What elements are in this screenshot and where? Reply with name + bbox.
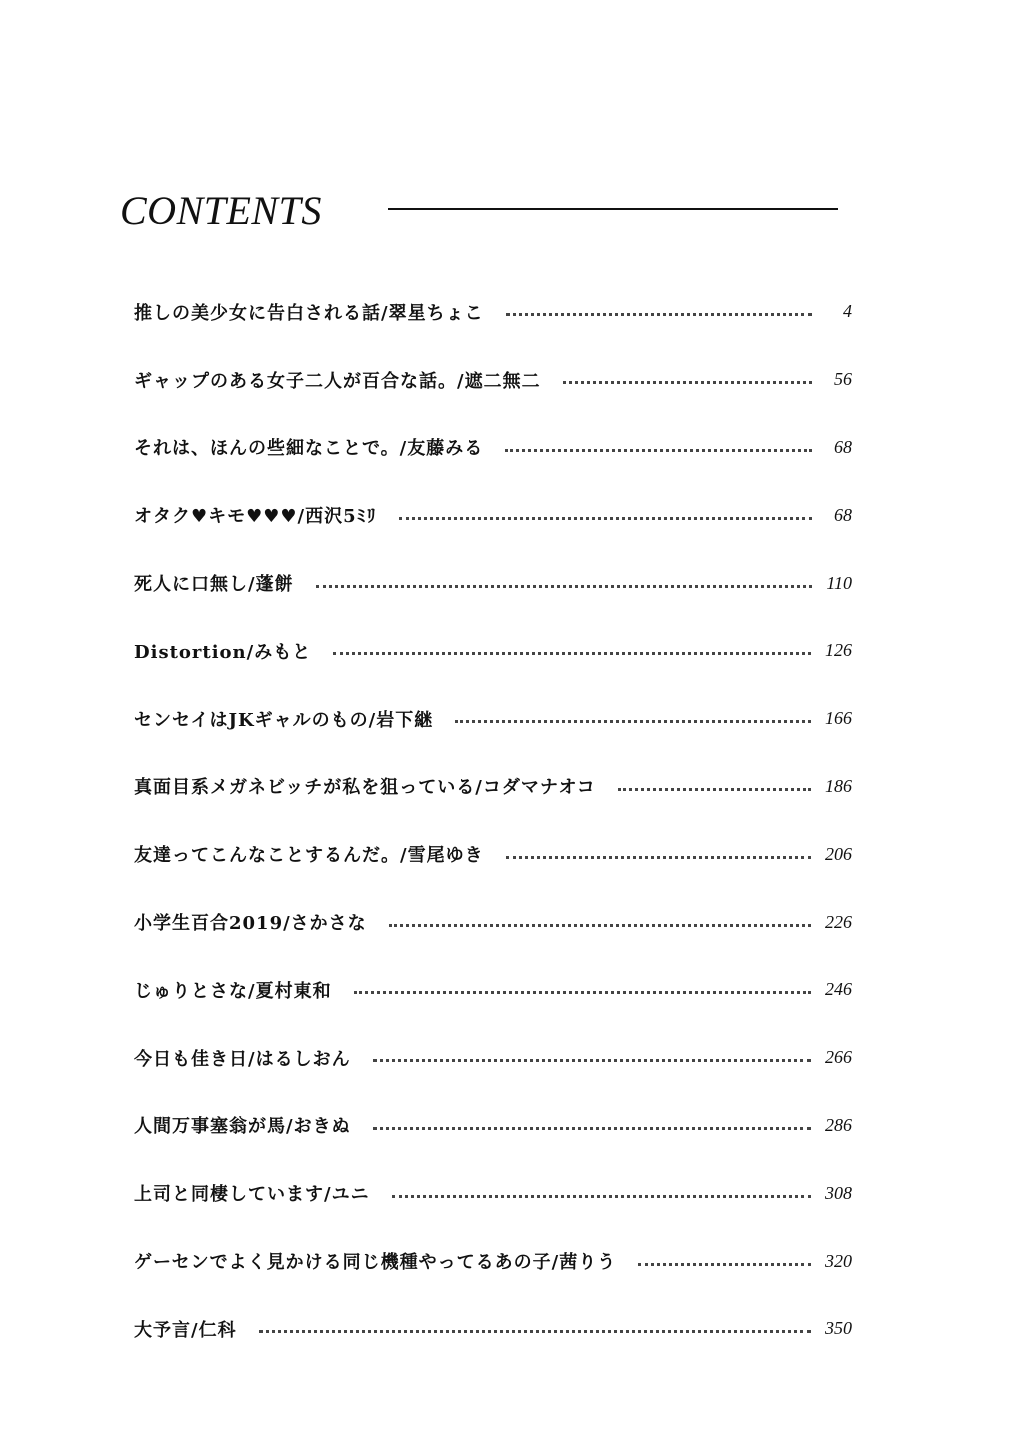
toc-entry[interactable] — [134, 1295, 852, 1363]
dot-leader — [638, 1263, 811, 1266]
toc-entry-page: 226 — [825, 911, 852, 932]
toc-entry-title: 死人に口無し/蓬餅 — [134, 574, 294, 596]
dot-leader — [259, 1330, 811, 1333]
toc-entry[interactable] — [134, 278, 852, 346]
toc-entry-title: ゲーセンでよく見かける同じ機種やってるあの子/茜りう — [134, 1252, 617, 1274]
toc-entry[interactable] — [134, 1092, 852, 1160]
toc-entry-page: 110 — [826, 572, 852, 593]
toc-entry[interactable] — [134, 1159, 852, 1227]
toc-entry-page: 308 — [825, 1182, 852, 1203]
toc-entry[interactable] — [134, 820, 852, 888]
toc-entry-page: 246 — [825, 979, 852, 1000]
dot-leader — [455, 720, 811, 723]
table-of-contents — [134, 278, 852, 1363]
toc-entry-page: 350 — [825, 1318, 852, 1339]
toc-entry-page: 68 — [834, 504, 852, 525]
toc-entry[interactable] — [134, 481, 852, 549]
toc-entry-title: 友達ってこんなことするんだ。/雪尾ゆき — [134, 845, 484, 867]
toc-entry-title: オタク♥キモ♥♥♥/西沢5ﾐﾘ — [134, 506, 377, 528]
dot-leader — [618, 788, 811, 791]
dot-leader — [373, 1127, 811, 1130]
toc-entry-page: 266 — [825, 1047, 852, 1068]
toc-entry[interactable] — [134, 753, 852, 821]
toc-entry[interactable] — [134, 549, 852, 617]
dot-leader — [333, 652, 811, 655]
dot-leader — [389, 924, 811, 927]
dot-leader — [399, 517, 812, 520]
toc-entry-title: 今日も佳き日/はるしおん — [134, 1048, 351, 1070]
toc-entry[interactable] — [134, 1227, 852, 1295]
dot-leader — [506, 313, 812, 316]
toc-entry[interactable] — [134, 956, 852, 1024]
toc-entry-title: 小学生百合2019/さかさな — [134, 913, 367, 935]
toc-entry-page: 206 — [825, 843, 852, 864]
toc-entry-title: センセイはJKギャルのもの/岩下継 — [134, 709, 434, 731]
toc-entry-page: 68 — [834, 436, 852, 457]
dot-leader — [354, 991, 811, 994]
toc-entry-page: 320 — [825, 1250, 852, 1271]
toc-entry-page: 126 — [825, 640, 852, 661]
toc-entry-page: 4 — [843, 301, 852, 322]
toc-entry-page: 56 — [834, 369, 852, 390]
toc-entry[interactable] — [134, 617, 852, 685]
dot-leader — [373, 1059, 811, 1062]
toc-entry[interactable] — [134, 346, 852, 414]
dot-leader — [392, 1195, 811, 1198]
toc-entry[interactable] — [134, 1024, 852, 1092]
toc-entry-title: それは、ほんの些細なことで。/友藤みる — [134, 438, 484, 460]
toc-entry-page: 186 — [825, 775, 852, 796]
toc-entry-title: 大予言/仁科 — [134, 1319, 237, 1341]
toc-entry-page: 166 — [825, 708, 852, 729]
toc-entry-title: じゅりとさな/夏村東和 — [134, 980, 332, 1002]
toc-entry-title: 上司と同棲しています/ユニ — [134, 1184, 370, 1206]
dot-leader — [506, 856, 811, 859]
toc-entry[interactable] — [134, 888, 852, 956]
toc-entry-page: 286 — [825, 1114, 852, 1135]
toc-entry-title: 人間万事塞翁が馬/おきぬ — [134, 1116, 351, 1138]
toc-entry-title: 真面目系メガネビッチが私を狙っている/コダマナオコ — [134, 777, 596, 799]
toc-entry[interactable] — [134, 414, 852, 482]
toc-entry-title: Distortion/みもと — [134, 641, 312, 663]
toc-entry[interactable] — [134, 685, 852, 753]
heading-rule — [388, 208, 838, 210]
contents-heading: CONTENTS — [120, 188, 322, 233]
dot-leader — [316, 585, 812, 588]
toc-entry-title: ギャップのある女子二人が百合な話。/遮二無二 — [134, 370, 541, 392]
dot-leader — [505, 449, 812, 452]
dot-leader — [563, 381, 812, 384]
toc-entry-title: 推しの美少女に告白される話/翠星ちょこ — [134, 302, 484, 324]
